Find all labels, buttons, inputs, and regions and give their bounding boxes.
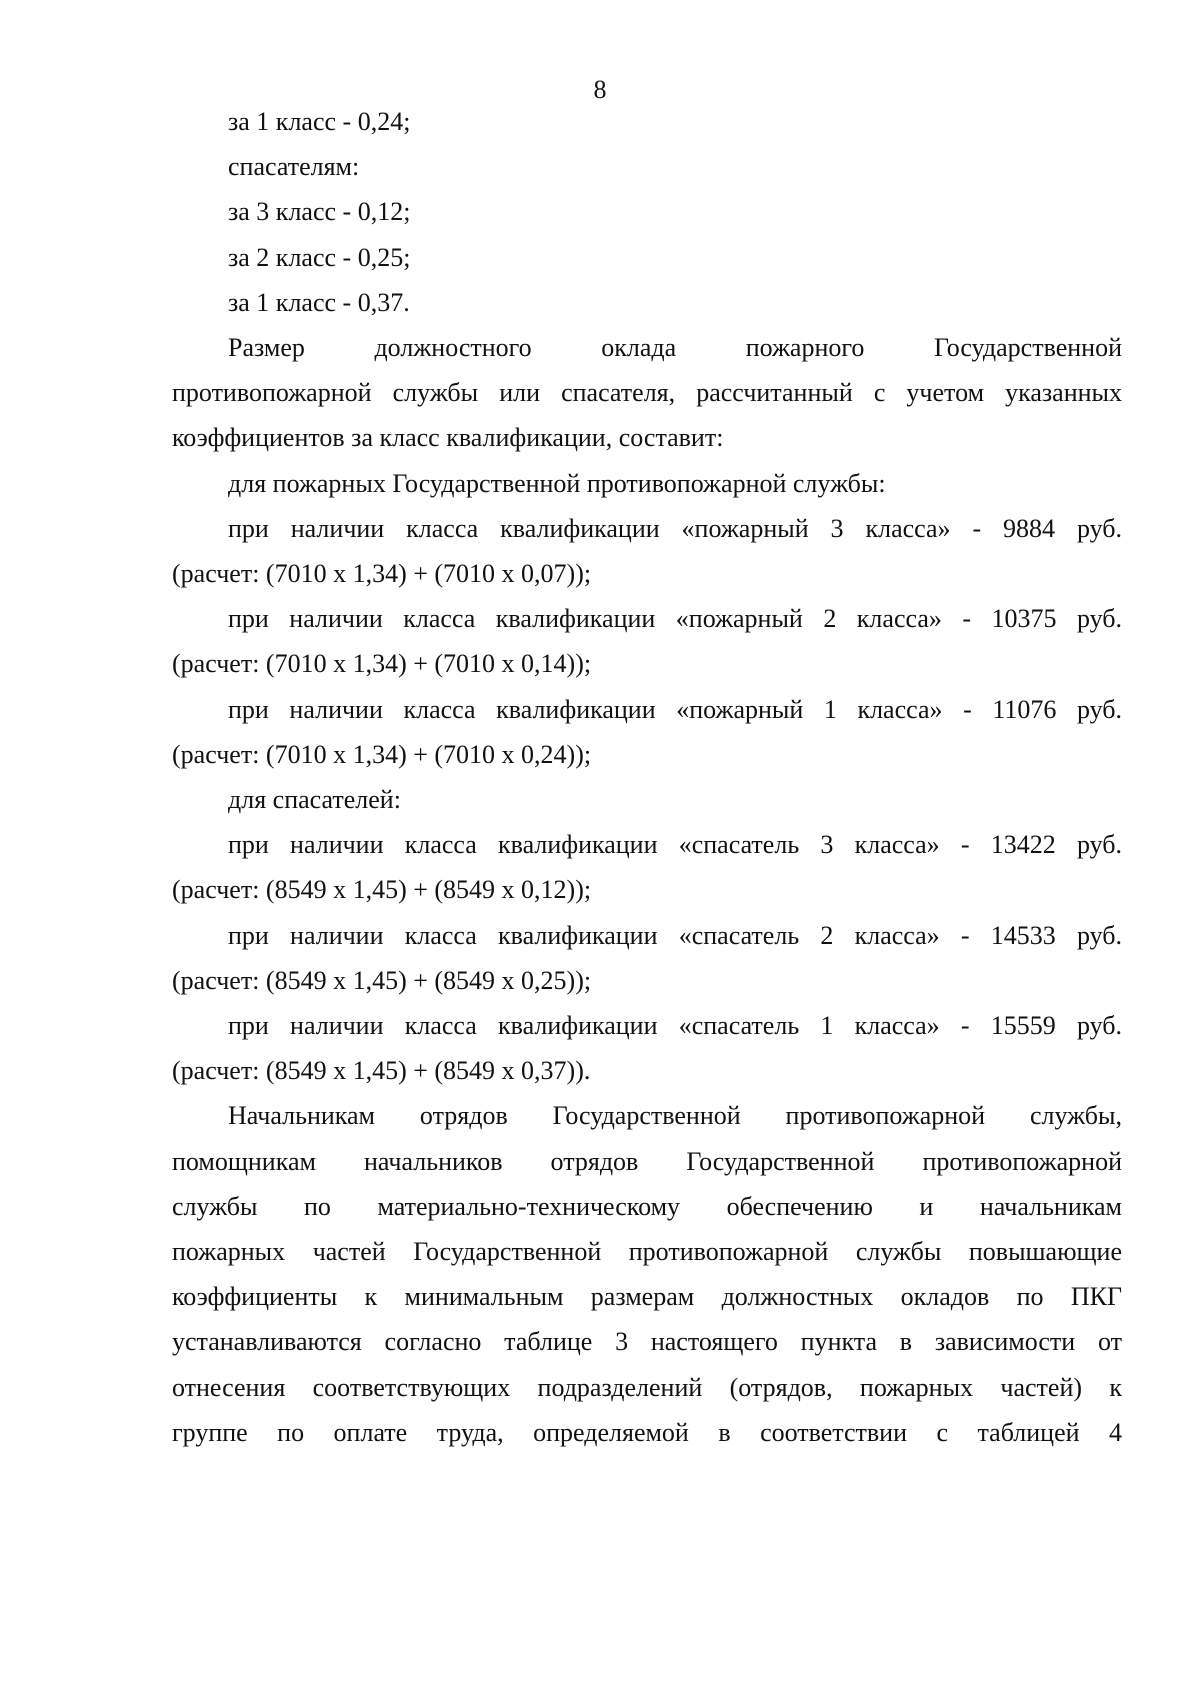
text-line: при наличии класса квалификации «спасатель 3 класса» - 13422 руб. [228, 830, 1122, 859]
text-line: коэффициенты к минимальным размерам должностных окладов по ПКГ [172, 1282, 1122, 1311]
page-number: 8 [593, 75, 607, 104]
text-line: за 3 класс - 0,12; [228, 197, 411, 226]
text-line: помощникам начальников отрядов Государственной противопожарной [172, 1147, 1122, 1176]
text-line: при наличии класса квалификации «спасатель 1 класса» - 15559 руб. [228, 1011, 1122, 1040]
text-line: (расчет: (7010 х 1,34) + (7010 х 0,14)); [172, 649, 592, 678]
text-line: при наличии класса квалификации «спасатель 2 класса» - 14533 руб. [228, 921, 1122, 950]
text-line: коэффициентов за класс квалификации, составит: [172, 423, 724, 452]
text-line: устанавливаются согласно таблице 3 настоящего пункта в зависимости от [172, 1327, 1122, 1356]
text-line: спасателям: [228, 152, 360, 181]
text-line: Размер должностного оклада пожарного Государственной [228, 333, 1122, 362]
text-line: отнесения соответствующих подразделений (отрядов, пожарных частей) к [172, 1373, 1122, 1402]
text-line: за 2 класс - 0,25; [228, 243, 411, 272]
text-line: пожарных частей Государственной противопожарной службы повышающие [172, 1237, 1122, 1266]
text-line: для спасателей: [228, 785, 401, 814]
text-line: службы по материально-техническому обеспечению и начальникам [172, 1192, 1122, 1221]
text-line: за 1 класс - 0,37. [228, 288, 410, 317]
text-line: (расчет: (8549 х 1,45) + (8549 х 0,12)); [172, 875, 592, 904]
text-line: (расчет: (7010 х 1,34) + (7010 х 0,07)); [172, 559, 592, 588]
text-line: для пожарных Государственной противопожарной службы: [228, 469, 886, 498]
text-line: группе по оплате труда, определяемой в соответствии с таблицей 4 [172, 1418, 1122, 1447]
text-line: за 1 класс - 0,24; [228, 107, 411, 136]
text-line: при наличии класса квалификации «пожарный 1 класса» - 11076 руб. [228, 695, 1122, 724]
text-line: при наличии класса квалификации «пожарный 2 класса» - 10375 руб. [228, 604, 1122, 633]
text-line: (расчет: (8549 х 1,45) + (8549 х 0,37)). [172, 1056, 591, 1085]
text-line: Начальникам отрядов Государственной противопожарной службы, [228, 1101, 1122, 1130]
text-line: при наличии класса квалификации «пожарный 3 класса» - 9884 руб. [228, 514, 1122, 543]
text-line: (расчет: (7010 х 1,34) + (7010 х 0,24)); [172, 740, 592, 769]
text-line: (расчет: (8549 х 1,45) + (8549 х 0,25)); [172, 966, 592, 995]
text-line: противопожарной службы или спасателя, рассчитанный с учетом указанных [172, 378, 1122, 407]
